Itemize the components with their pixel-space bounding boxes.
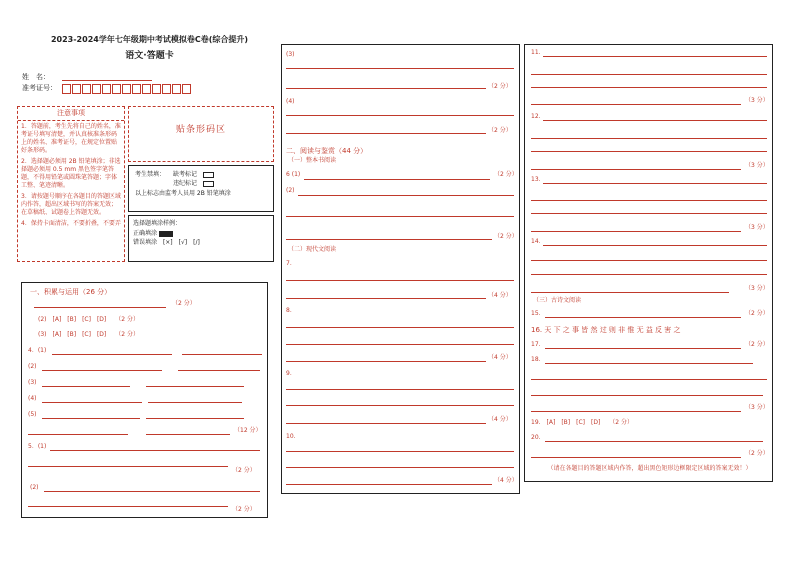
q5-1-label: 5．(1) <box>28 443 47 450</box>
notice-item: 2．选择题必须用 2B 铅笔填涂；非选择题必须用 0.5 mm 黑色签字笔答题，不得用铅笔或圆珠笔答题；字体工整、笔迹清晰。 <box>21 158 121 189</box>
c3-q14-line-2[interactable] <box>531 260 767 261</box>
q4-6-line-b[interactable] <box>146 434 230 435</box>
c2-q3-label: (3) <box>286 51 295 58</box>
wrong-fill-label: 错误填涂 <box>133 239 158 246</box>
q4-3-line-b[interactable] <box>146 386 244 387</box>
barcode-label: 贴条形码区 <box>175 125 226 135</box>
c2-q9-label: 9. <box>286 370 292 377</box>
c2-q8-label: 8. <box>286 307 292 314</box>
column-2-box <box>281 44 520 494</box>
c3-q15-score: （2 分） <box>745 310 769 317</box>
c2-q3-line-1[interactable] <box>286 68 514 69</box>
c2-q6-2-line-2[interactable] <box>286 216 514 217</box>
c3-q11-score: （3 分） <box>745 97 769 104</box>
c3-q11-line-3[interactable] <box>531 87 767 88</box>
q4-6-line-a[interactable] <box>28 434 128 435</box>
c2-q9-line-1[interactable] <box>286 389 514 390</box>
page-subtitle: 语文·答题卡 <box>125 51 174 61</box>
c3-q14-line-3[interactable] <box>531 274 767 275</box>
c3-q12-line-4[interactable] <box>531 169 741 170</box>
c3-q18-line-1[interactable] <box>545 363 753 364</box>
wrong-fill-marks: [×] [√] [/] <box>162 239 200 246</box>
c2-q10-label: 10. <box>286 433 296 440</box>
q5-1-line-1[interactable] <box>50 450 260 451</box>
q4-1-line-a[interactable] <box>52 354 172 355</box>
c3-q13-line-4[interactable] <box>531 231 741 232</box>
q4-3-label: (3) <box>28 379 37 386</box>
c3-q17-score: （2 分） <box>745 341 769 348</box>
c3-q18-line-4[interactable] <box>531 411 741 412</box>
c2-q8-score: （4 分） <box>488 354 512 361</box>
c3-q12-line-2[interactable] <box>531 138 767 139</box>
q4-2-line-b[interactable] <box>178 370 260 371</box>
c2-q7-line-1[interactable] <box>286 280 514 281</box>
notice-box <box>17 106 125 262</box>
c2-q10-line-3[interactable] <box>286 484 492 485</box>
c3-q12-score: （3 分） <box>745 162 769 169</box>
q4-5-line-a[interactable] <box>42 418 140 419</box>
q1-score: （2 分） <box>172 300 196 307</box>
q4-1-label: 4．(1) <box>28 347 47 354</box>
c3-q18-line-3[interactable] <box>531 395 763 396</box>
c3-q14-score: （3 分） <box>745 285 769 292</box>
q5-2-score: （2 分） <box>232 506 256 513</box>
c3-q18-line-2[interactable] <box>531 379 767 380</box>
c2-q7-label: 7. <box>286 260 292 267</box>
name-label: 姓 名： <box>22 73 50 81</box>
q5-2-line-1[interactable] <box>44 491 260 492</box>
c3-q14-label: 14. <box>531 238 541 245</box>
c3-q13-line-1[interactable] <box>543 183 767 184</box>
c2-q6-1-score: （2 分） <box>494 171 518 178</box>
c2-q6-1-label: 6 (1) <box>286 171 301 178</box>
violation-checkbox[interactable] <box>203 181 214 187</box>
c2-q6-2-score: （2 分） <box>494 233 518 240</box>
c3-q12-line-3[interactable] <box>531 151 767 152</box>
fill-example-title: 选择题填涂样例： <box>133 220 182 227</box>
c3-q15-label: 15. <box>531 310 541 317</box>
c3-q13-line-3[interactable] <box>531 213 767 214</box>
status-note: 以上标志由监考人员用 2B 铅笔填涂 <box>135 190 231 197</box>
exam-id-label: 准考证号： <box>22 84 57 92</box>
correct-fill-label: 正确填涂 <box>133 230 158 237</box>
c3-q16-text: 16. 天 下 之 事 皆 然 过 则 非 惟 无 益 反 害 之 <box>531 326 681 334</box>
c2-q3-line-2[interactable] <box>286 88 486 89</box>
c2-q3-score: （2 分） <box>488 83 512 90</box>
c2-q4-line-1[interactable] <box>286 115 514 116</box>
c3-q18-score: （3 分） <box>745 404 769 411</box>
sec3-title: （三）古诗文阅读 <box>533 297 582 304</box>
c2-q6-2-line-1[interactable] <box>298 195 514 196</box>
c3-q13-line-2[interactable] <box>531 200 767 201</box>
c2-q7-score: （4 分） <box>488 292 512 299</box>
q4-1-line-b[interactable] <box>182 354 262 355</box>
c2-q8-line-3[interactable] <box>286 361 486 362</box>
c2-q8-line-1[interactable] <box>286 327 514 328</box>
c2-q9-line-2[interactable] <box>286 405 514 406</box>
q1-answer-line[interactable] <box>34 307 166 308</box>
c3-q11-line-1[interactable] <box>543 56 767 57</box>
c3-q11-line-2[interactable] <box>531 74 767 75</box>
c2-q7-line-2[interactable] <box>286 298 486 299</box>
c3-q17-label: 17. <box>531 341 541 348</box>
violation-label: 违纪标记 <box>173 180 198 187</box>
q4-4-label: (4) <box>28 395 37 402</box>
c3-q20-score: （2 分） <box>745 450 769 457</box>
c3-q13-score: （3 分） <box>745 224 769 231</box>
notice-title: 注意事项 <box>18 107 124 121</box>
c2-q10-line-2[interactable] <box>286 467 514 468</box>
q4-score: （12 分） <box>234 427 262 434</box>
c3-q20-label: 20. <box>531 434 541 441</box>
status-box <box>128 165 274 212</box>
c2-q9-score: （4 分） <box>488 416 512 423</box>
c2-q6-2-line-3[interactable] <box>286 239 492 240</box>
c2-q10-line-1[interactable] <box>286 451 514 452</box>
sec2-title: （二）现代文阅读 <box>288 246 337 253</box>
c3-q11-line-4[interactable] <box>531 104 741 105</box>
q2-choices[interactable]: (2) [A] [B] [C] [D] （2 分） <box>38 316 139 323</box>
c2-q4-label: (4) <box>286 98 295 105</box>
name-field[interactable] <box>62 80 152 81</box>
q3-choices[interactable]: (3) [A] [B] [C] [D] （2 分） <box>38 331 139 338</box>
column-3-box <box>524 44 773 482</box>
c3-q13-label: 13. <box>531 176 541 183</box>
status-label: 考生禁填： <box>135 171 166 178</box>
c3-q12-label: 12. <box>531 113 541 120</box>
c3-q15-line[interactable] <box>545 317 741 318</box>
q4-5-line-b[interactable] <box>146 418 244 419</box>
c2-q4-score: （2 分） <box>488 127 512 134</box>
q4-2-line-a[interactable] <box>42 370 162 371</box>
notice-item: 3．请按题号顺序在各题目的答题区域内作答，超出区域书写的答案无效；在草稿纸、试题卷上答题无效。 <box>21 193 121 216</box>
c3-q18-label: 18. <box>531 356 541 363</box>
c2-q6-1-line[interactable] <box>304 179 490 180</box>
footer-note: （请在各题目的答题区域内作答，超出黑色矩形边框限定区域的答案无效！） <box>547 465 752 472</box>
notice-item: 4．保持卡面清洁，不要折叠，不要弄 <box>21 220 121 227</box>
c3-q20-line-2[interactable] <box>531 457 741 458</box>
c2-q6-2-label: (2) <box>286 187 295 194</box>
q5-1-line-2[interactable] <box>28 466 228 467</box>
c3-q14-line-1[interactable] <box>543 245 767 246</box>
page-title: 2023-2024学年七年级期中考试模拟卷C卷(综合提升) <box>50 35 249 44</box>
absent-checkbox[interactable] <box>203 172 214 178</box>
absent-label: 缺考标记 <box>173 171 198 178</box>
c2-q8-line-2[interactable] <box>286 344 514 345</box>
q4-4-line-b[interactable] <box>148 402 242 403</box>
part2-title: 二、阅读与鉴赏（44 分） <box>286 147 368 155</box>
c3-q11-label: 11. <box>531 49 541 56</box>
sec1-title: （一）整本书阅读 <box>288 157 337 164</box>
correct-fill-mark <box>159 231 173 237</box>
q4-4-line-a[interactable] <box>42 402 142 403</box>
c2-q10-score: （4 分） <box>494 477 518 484</box>
part1-box <box>21 282 268 518</box>
barcode-area <box>128 106 274 162</box>
c2-q9-line-3[interactable] <box>286 423 486 424</box>
c3-q20-line-1[interactable] <box>545 441 763 442</box>
c3-q19-choices[interactable]: 19. [A] [B] [C] [D] （2 分） <box>531 419 634 426</box>
c3-q12-line-1[interactable] <box>543 120 767 121</box>
notice-item: 1．答题前，考生先将自己的姓名，准考证号填写清楚，并认真核准条形码上的姓名、准考证号，在规定位置贴好条形码。 <box>21 123 121 154</box>
c2-q4-line-2[interactable] <box>286 133 486 134</box>
c3-q14-line-4[interactable] <box>531 292 729 293</box>
q4-2-label: (2) <box>28 363 37 370</box>
q4-3-line-a[interactable] <box>42 386 130 387</box>
c3-q17-line[interactable] <box>545 348 741 349</box>
q5-2-line-2[interactable] <box>28 506 228 507</box>
fill-example-box <box>128 215 274 262</box>
q4-5-label: (5) <box>28 411 37 418</box>
part1-title: 一、积累与运用（26 分） <box>30 288 112 296</box>
q5-1-score: （2 分） <box>232 467 256 474</box>
q5-2-label: (2) <box>30 484 39 491</box>
